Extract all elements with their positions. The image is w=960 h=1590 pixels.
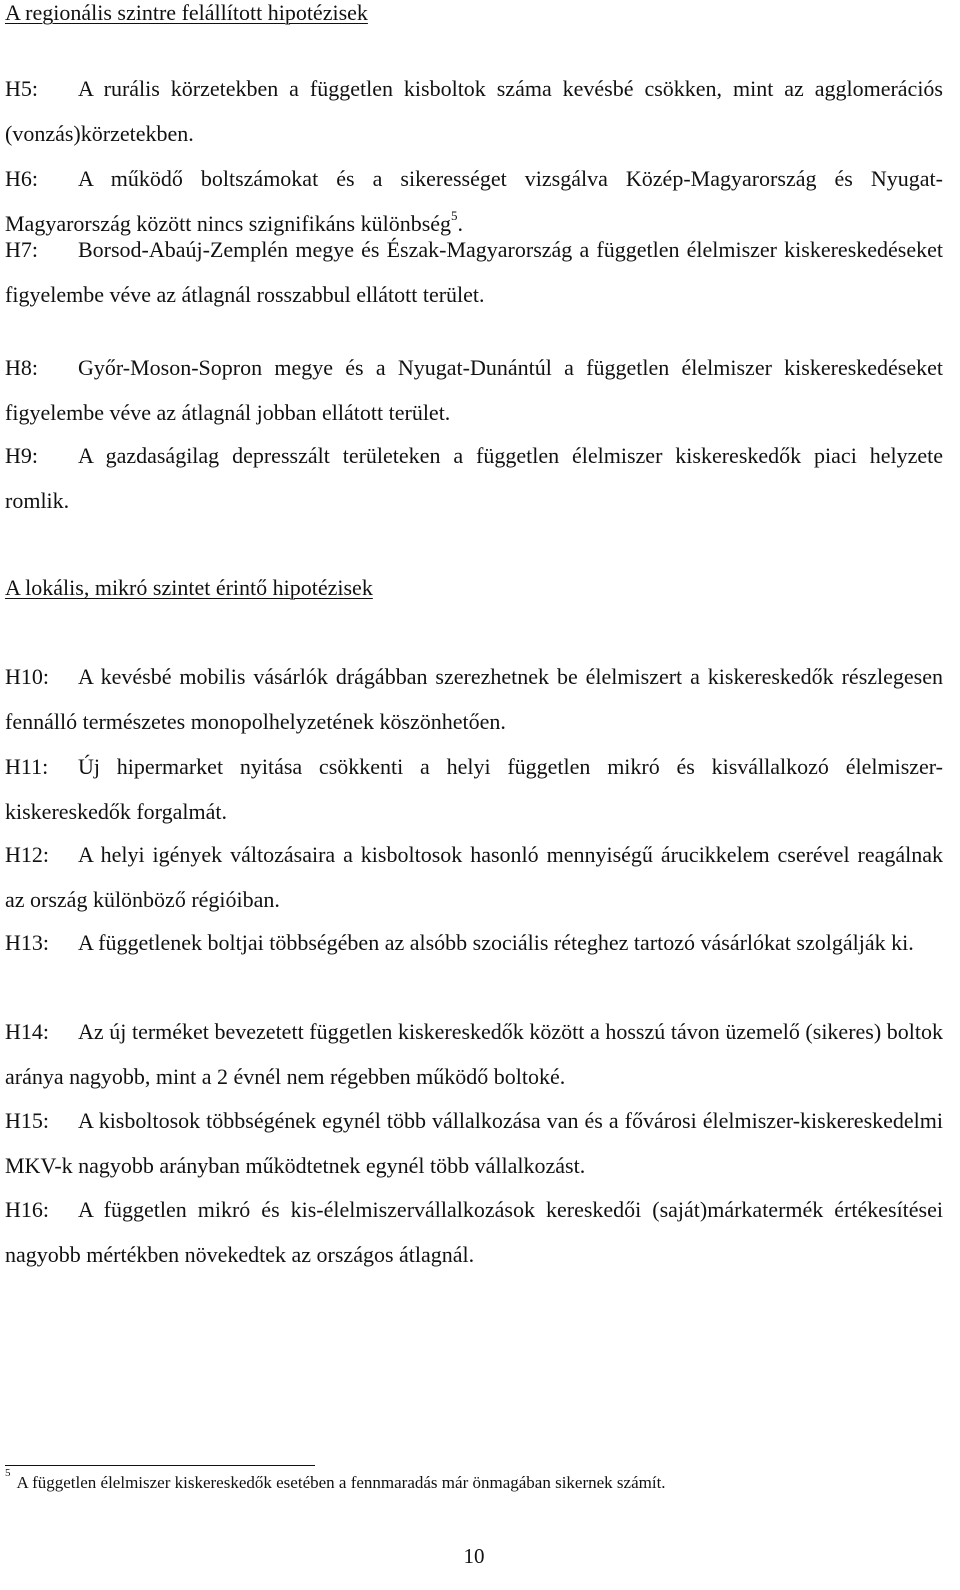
hypothesis-label: H15: <box>5 1108 49 1133</box>
hypothesis-label: H8: <box>5 355 38 380</box>
hypothesis-h8 <box>5 345 943 435</box>
hypothesis-label: H9: <box>5 443 38 468</box>
hypothesis-text: A gazdaságilag depresszált területeken a független élelmiszer kiskereskedők piaci helyzete romlik. <box>5 443 943 513</box>
hypothesis-text: Az új terméket bevezetett független kiskereskedők között a hosszú távon üzemelő (sikeres) boltok aránya nagyobb, mint a 2 évnél nem régebben működő boltoké. <box>5 1019 943 1089</box>
section-heading-regional: A regionális szintre felállított hipotézisek <box>5 0 368 25</box>
hypothesis-label: H14: <box>5 1019 49 1044</box>
hypothesis-text: Új hipermarket nyitása csökkenti a helyi független mikró és kisvállalkozó élelmiszer-kiskereskedők forgalmát. <box>5 754 943 824</box>
hypothesis-label: H16: <box>5 1197 49 1222</box>
hypothesis-text: Győr-Moson-Sopron megye és a Nyugat-Dunántúl a független élelmiszer kiskereskedéseket figyelembe véve az átlagnál jobban ellátott terület. <box>5 355 943 425</box>
footnote <box>5 1467 666 1494</box>
hypothesis-label: H7: <box>5 237 38 262</box>
hypothesis-h15 <box>5 1098 943 1188</box>
hypothesis-text: A rurális körzetekben a független kisboltok száma kevésbé csökken, mint az agglomerációs (vonzás)körzetekben. <box>5 76 943 146</box>
hypothesis-h16 <box>5 1187 943 1277</box>
hypothesis-h9 <box>5 433 943 523</box>
hypothesis-label: H10: <box>5 664 49 689</box>
hypothesis-text: A kevésbé mobilis vásárlók drágábban szerezhetnek be élelmiszert a kiskereskedők részlegesen fennálló természetes monopolhelyzetének köszönhetően. <box>5 664 943 734</box>
section-heading-local: A lokális, mikró szintet érintő hipotézisek <box>5 575 373 600</box>
footnote-separator <box>5 1465 315 1466</box>
hypothesis-text: A független mikró és kis-élelmiszervállalkozások kereskedői (saját)márkatermék értékesítései nagyobb mértékben növekedtek az országos átlagnál. <box>5 1197 943 1267</box>
hypothesis-label: H5: <box>5 76 38 101</box>
footnote-number: 5 <box>5 1467 11 1480</box>
hypothesis-text: A kisboltosok többségének egynél több vállalkozása van és a fővárosi élelmiszer-kiskereskedelmi MKV-k nagyobb arányban működtetnek egynél több vállalkozást. <box>5 1108 943 1178</box>
hypothesis-label: H6: <box>5 166 38 191</box>
hypothesis-h11 <box>5 744 943 834</box>
hypothesis-h14 <box>5 1009 943 1099</box>
hypothesis-label: H12: <box>5 842 49 867</box>
hypothesis-text-end: . <box>457 211 464 236</box>
page-number: 10 <box>463 1544 485 1568</box>
hypothesis-h5 <box>5 66 943 156</box>
hypothesis-text: A működő boltszámokat és a sikerességet vizsgálva Közép-Magyarország és Nyugat-Magyarország között nincs szignifikáns különbség <box>5 166 943 236</box>
hypothesis-text: A függetlenek boltjai többségében az alsóbb szociális réteghez tartozó vásárlókat szolgálják ki. <box>78 930 914 955</box>
hypothesis-text: A helyi igények változásaira a kisboltosok hasonló mennyiségű árucikkelem cserével reagálnak az ország különböző régióiban. <box>5 842 943 912</box>
hypothesis-text: Borsod-Abaúj-Zemplén megye és Észak-Magyarország a független élelmiszer kiskereskedéseket figyelembe véve az átlagnál rosszabbul ellátott terület. <box>5 237 943 307</box>
footnote-reference: 5 <box>451 207 458 223</box>
hypothesis-label: H11: <box>5 754 49 779</box>
hypothesis-h13 <box>5 920 943 965</box>
footnote-text: A független élelmiszer kiskereskedők esetében a fennmaradás már önmagában sikernek számít. <box>16 1473 666 1492</box>
hypothesis-h7 <box>5 227 943 317</box>
hypothesis-label: H13: <box>5 930 49 955</box>
hypothesis-h10 <box>5 654 943 744</box>
hypothesis-h12 <box>5 832 943 922</box>
